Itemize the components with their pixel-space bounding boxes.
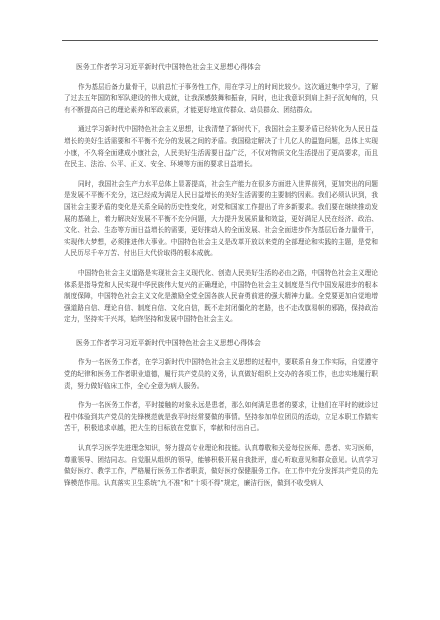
- section-title: 医务工作者学习习近平新时代中国特色社会主义思想心得体会: [76, 63, 261, 71]
- paragraph: 作为一名医务工作者，在学习新时代中国特色社会主义思想的过程中，要联系自身工作实际，自觉遵守党的纪律和医务工作者职业道德，履行共产党员的义务，认真做好组织上交办的各项工作，也忠实地履行职责，努力做好临床工作，全心全意为病人服务。: [64, 358, 378, 390]
- paragraph: 同时，我国社会生产力水平总体上显著提高，社会生产能力在很多方面进入世界前列，更加突出的问题是发展不平衡不充分，这已经成为满足人民日益增长的美好生活需要的主要制约因素。我们必须认识到，我国社会主要矛盾的变化是关系全局的历史性变化，对党和国家工作提出了许多新要求。我们要在继续推动发展的基础上，着力解决好发展不平衡不充分问题，大力提升发展质量和效益，更好满足人民在经济、政治、文化、社会、生态等方面日益增长的需要，更好推动人的全面发展、社会全面进步作为基层后备力量骨干，实现伟大梦想，必须推进伟大事业。中国特色社会主义是改革开放以来党的全部理论和实践的主题，是党和人民历尽千辛万苦、付出巨大代价取得的根本成就。: [64, 179, 378, 258]
- document-body: [64, 62, 378, 497]
- section-title: 医务工作者学习习近平新时代中国特色社会主义思想心得体会: [76, 338, 261, 347]
- paragraph: 作为基层后备力量骨干，以前总忙于事务性工作，用在学习上的时间比较少。这次通过集中学习，了解了过去五年国防和军队建设的伟大成就，让我深感鼓舞和振奋，同时，也让我意识到肩上担子沉甸甸的，只有不断提高自己的理论素养和军政素质，才能更好地宣传群众、动员群众、团结群众。: [64, 82, 378, 114]
- paragraph: 通过学习新时代中国特色社会主义思想，让我清楚了新时代下，我国社会主要矛盾已经转化为人民日益增长的美好生活需要和不平衡不充分的发展之间的矛盾。我国稳定解决了十几亿人的温饱问题，总体上实现小康，不久将全面建成小康社会，人民美好生活需要日益广泛，不仅对物质文化生活提出了更高要求，而且在民主、法治、公平、正义、安全、环境等方面的要求日益增长。: [64, 125, 378, 169]
- paragraph: 作为一名医务工作者，平时接触的对象永远是患者，那么如何满足患者的要求，让他们在平时的就诊过程中体验到共产党员的先锋模范就是我平时经常要做的事情。坚持参加单位团员的活动，立足本职工作踏实苦干，积极追求卓越，把大生的目标放在党旗下，奉献和付出自己。: [64, 401, 378, 433]
- paragraph: 认真学习医学先进理念知识，努力提高专业理论和技能。认真尊敬和关爱每位医师、患者、实习医师，尊重领导、团结同志。自觉服从组织的领导，能够积极开展自我批评，虚心听取意见和群众意见。认真学习做好医疗、教学工作，严格履行医务工作者职责，做好医疗保健服务工作。在工作中充分发挥共产党员的先锋模范作用。认真落实卫生系统“九不准”和“十项不得”规定，廉洁行医，做到不收受病人: [64, 444, 378, 487]
- header-rule: [62, 40, 378, 41]
- paragraph: 中国特色社会主义道路是实现社会主义现代化、创造人民美好生活的必由之路，中国特色社会主义理论体系是指导党和人民实现中华民族伟大复兴的正确理论，中国特色社会主义制度是当代中国发展进步的根本制度保障，中国特色社会主义文化是激励全党全国各族人民奋勇前进的强大精神力量。全党要更加自觉地增强道路自信、理论自信、制度自信、文化自信，既不走封闭僵化的老路，也不走改旗易帜的邪路，保持政治定力，坚持实干兴邦，始终坚持和发展中国特色社会主义。: [64, 268, 378, 324]
